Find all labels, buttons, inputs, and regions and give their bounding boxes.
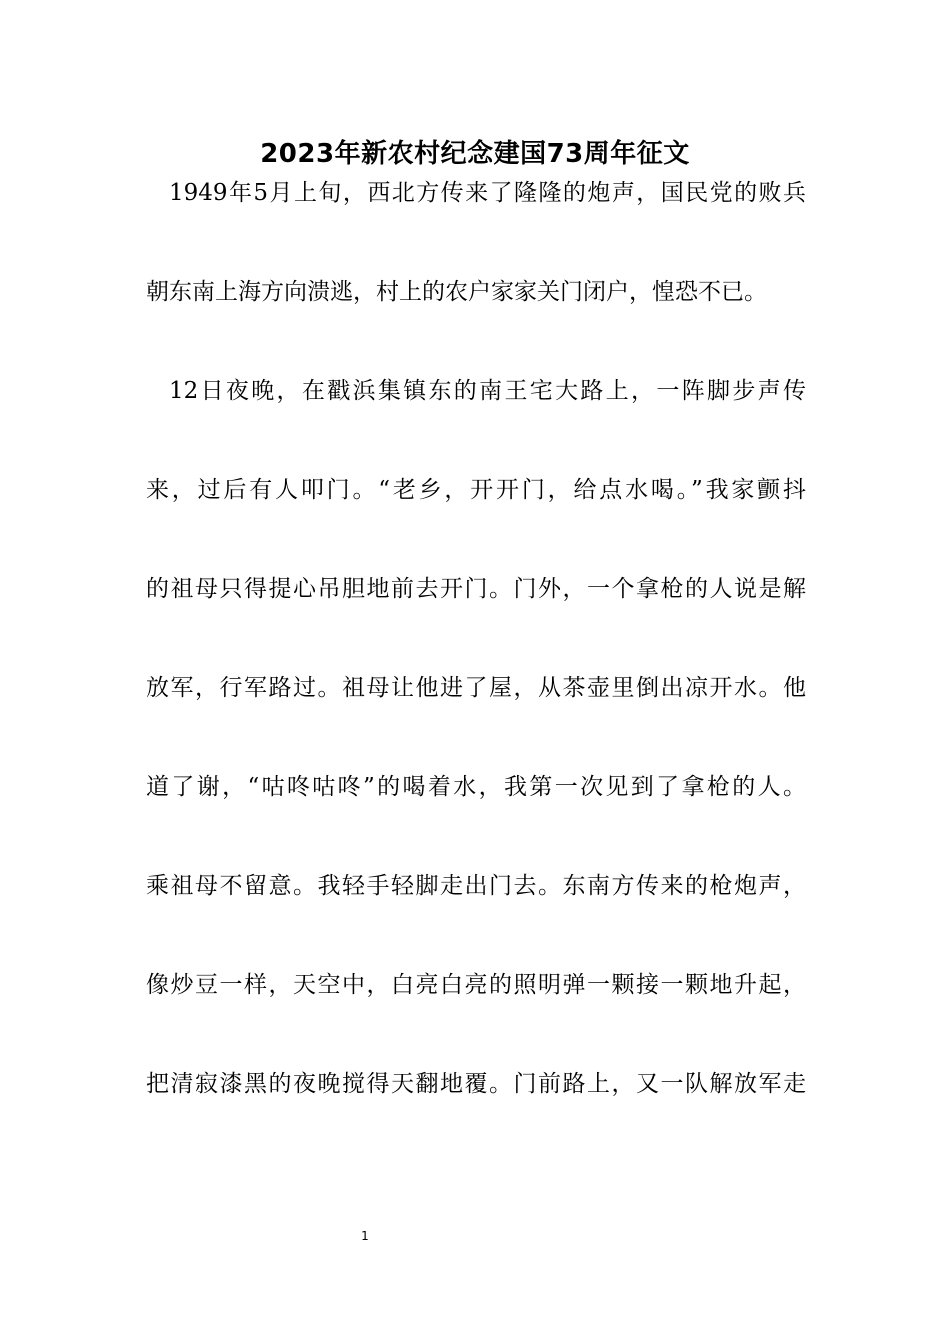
paragraph-1-line-2: 朝东南上海方向溃逃，村上的农户家家关门闭户，惶恐不已。 xyxy=(146,279,767,305)
paragraph-2-line-1: 12日夜晚，在戳浜集镇东的南王宅大路上，一阵脚步声传 xyxy=(169,378,806,404)
paragraph-2-line-7: 像炒豆一样，天空中，白亮白亮的照明弹一颗接一颗地升起， xyxy=(146,972,806,998)
paragraph-2-line-3: 的祖母只得提心吊胆地前去开门。门外，一个拿枪的人说是解 xyxy=(146,576,806,602)
document-title: 2023年新农村纪念建国73周年征文 xyxy=(260,139,690,169)
paragraph-2-line-5: 道了谢，“咕咚咕咚”的喝着水，我第一次见到了拿枪的人。 xyxy=(146,774,806,800)
paragraph-2-line-8: 把清寂漆黑的夜晚搅得天翻地覆。门前路上，又一队解放军走 xyxy=(146,1071,806,1097)
paragraph-1-line-1: 1949年5月上旬，西北方传来了隆隆的炮声，国民党的败兵 xyxy=(169,180,806,206)
paragraph-2-line-2: 来，过后有人叩门。“老乡，开开门，给点水喝。”我家颤抖 xyxy=(146,477,806,503)
paragraph-2-line-4: 放军，行军路过。祖母让他进了屋，从茶壶里倒出凉开水。他 xyxy=(146,675,806,701)
page-number: 1 xyxy=(361,1229,369,1243)
paragraph-2-line-6: 乘祖母不留意。我轻手轻脚走出门去。东南方传来的枪炮声， xyxy=(146,873,806,899)
